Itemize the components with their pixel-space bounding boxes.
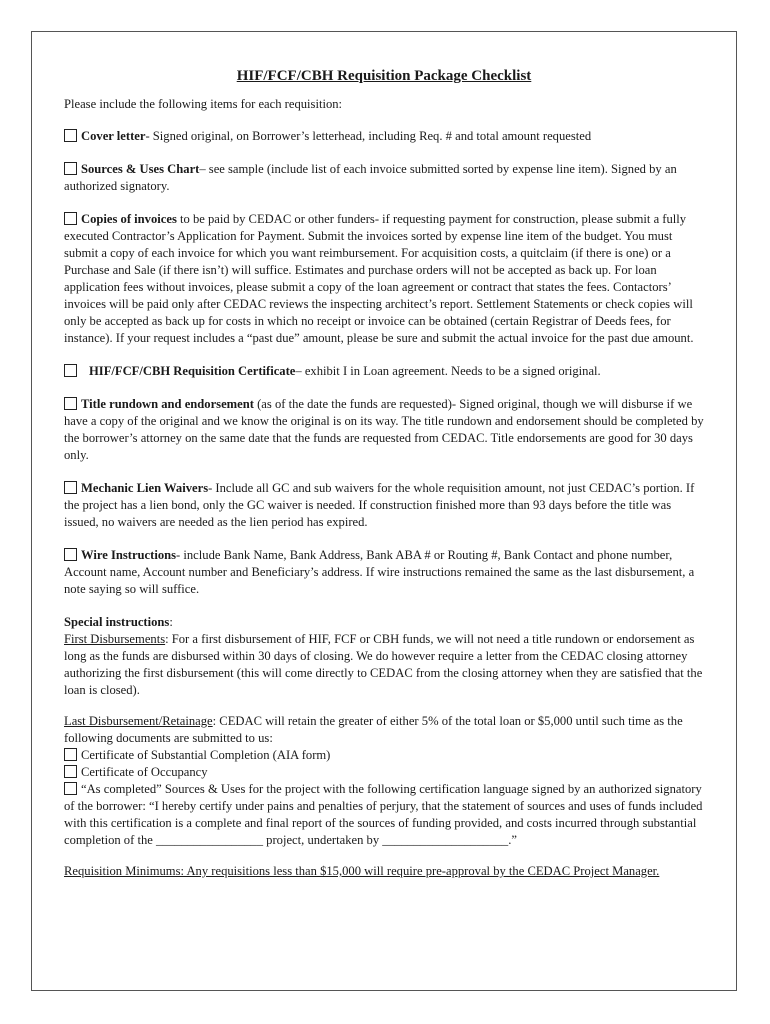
- checklist-item-wire-instructions: [64, 547, 704, 598]
- last-item-text: Certificate of Occupancy: [81, 765, 208, 779]
- item-text: – see sample (include list of each invoice submitted sorted by expense line item). Signed by an authorized signatory.: [64, 162, 677, 193]
- item-label: Wire Instructions: [81, 548, 177, 562]
- checkbox[interactable]: [64, 765, 77, 778]
- checklist-item-lien-waivers: [64, 480, 704, 531]
- item-label: HIF/FCF/CBH Requisition Certificate: [89, 364, 296, 378]
- first-disbursements-text: : For a first disbursement of HIF, FCF or CBH funds, we will not need a title rundown or endorsement as long as the funds are disbursed within 30 days of closing. We do however require a letter from the CEDAC closing attorney authorizing the first disbursement (this will come directly to CEDAC from the closing attorney when they are satisfied that the loan is closed).: [64, 632, 703, 697]
- checkbox[interactable]: [64, 397, 77, 410]
- heading-colon: :: [169, 615, 173, 629]
- first-disbursements: [64, 631, 704, 699]
- special-heading-line: [64, 614, 704, 631]
- checklist-item-sources-uses: [64, 161, 704, 195]
- checkbox[interactable]: [64, 162, 77, 175]
- document-body: [64, 66, 704, 880]
- item-text: - Include all GC and sub waivers for the whole requisition amount, not just CEDAC’s portion. If the project has a lien bond, only the GC waiver is needed. If construction finished more than 93 days before the title was issued, no waivers are needed as the lien period has expired.: [64, 481, 695, 529]
- last-disbursement: [64, 713, 704, 747]
- item-label: Mechanic Lien Waivers: [81, 481, 209, 495]
- last-item-occupancy: [64, 764, 704, 781]
- intro-text: Please include the following items for each requisition:: [64, 97, 343, 111]
- checkbox[interactable]: [64, 129, 77, 142]
- item-label: Cover letter: [81, 129, 146, 143]
- item-text: - include Bank Name, Bank Address, Bank ABA # or Routing #, Bank Contact and phone number, Account name, Account number and Beneficiary’s address. If wire instructions remained the same as the last disbursement, a note saying so will suffice.: [64, 548, 695, 596]
- item-text: (as of the date the funds are requested)- Signed original, though we will disburse if we have a copy of the original and we know the original is on its way. The title rundown and endorsement should be completed by the borrower’s attorney on the same date that the funds are requested from CEDAC. Title endorsements are good for 30 days only.: [64, 397, 704, 462]
- last-item-as-completed: [64, 781, 704, 849]
- special-instructions: [64, 614, 704, 880]
- last-item-substantial-completion: [64, 747, 704, 764]
- spacer: [64, 849, 704, 863]
- checklist-item-invoices: [64, 211, 704, 347]
- item-label: Title rundown and endorsement: [81, 397, 254, 411]
- checkbox[interactable]: [64, 212, 77, 225]
- item-text: - Signed original, on Borrower’s letterhead, including Req. # and total amount requested: [145, 129, 592, 143]
- item-label: Sources & Uses Chart: [81, 162, 200, 176]
- checklist-item-cover-letter: [64, 128, 704, 145]
- checkbox[interactable]: [64, 548, 77, 561]
- item-text: – exhibit I in Loan agreement. Needs to be a signed original.: [295, 364, 601, 378]
- first-disbursements-label: First Disbursements: [64, 632, 166, 646]
- checklist-item-title-rundown: [64, 396, 704, 464]
- special-heading: Special instructions: [64, 615, 170, 629]
- last-item-text: Certificate of Substantial Completion (AIA form): [81, 748, 331, 762]
- requisition-minimums: Requisition Minimums: Any requisitions less than $15,000 will require pre-approval by the CEDAC Project Manager.: [64, 864, 660, 878]
- item-text: to be paid by CEDAC or other funders- if requesting payment for construction, please submit a fully executed Contractor’s Application for Payment. Submit the invoices sorted by expense line item of the budget. You must submit a copy of each invoice for which you want reimbursement. For acquisition costs, a quitclaim (if there is one) or a Purchase and Sale (if there isn’t) will suffice. Estimates and purchase orders will not be accepted as back up. For loan application fees without invoices, please submit a copy of the loan agreement or contract that states the fees. Contactors’ invoices will be paid only after CEDAC reviews the inspecting architect’s report. Settlement Statements or check copies will only be accepted as back up for costs in which no receipt or invoice can be obtained (certain Registrar of Deeds fees, for instance). If your request includes a “past due” amount, please be sure and submit the actual invoice for the past due amount.: [64, 212, 694, 345]
- spacer: [64, 699, 704, 713]
- last-item-text: “As completed” Sources & Uses for the project with the following certification language signed by an authorized signatory of the borrower: “I hereby certify under pains and penalties of perjury, that the statement of sources and uses of funds included with this certification is a complete and final report of the sources of funding provided, and costs incurred through substantial completion of the _________________ project, undertaken by ____________________.”: [64, 782, 703, 847]
- checkbox[interactable]: [64, 748, 77, 761]
- item-label: Copies of invoices: [81, 212, 177, 226]
- document-title: HIF/FCF/CBH Requisition Package Checklist: [236, 68, 532, 84]
- last-disbursement-label: Last Disbursement/Retainage: [64, 714, 213, 728]
- last-disbursement-text: : CEDAC will retain the greater of either 5% of the total loan or $5,000 until such time as the following documents are submitted to us:: [64, 714, 683, 745]
- checkbox[interactable]: [64, 481, 77, 494]
- checklist-item-requisition-certificate: [64, 363, 704, 380]
- checkbox[interactable]: [64, 782, 77, 795]
- checkbox[interactable]: [64, 364, 77, 377]
